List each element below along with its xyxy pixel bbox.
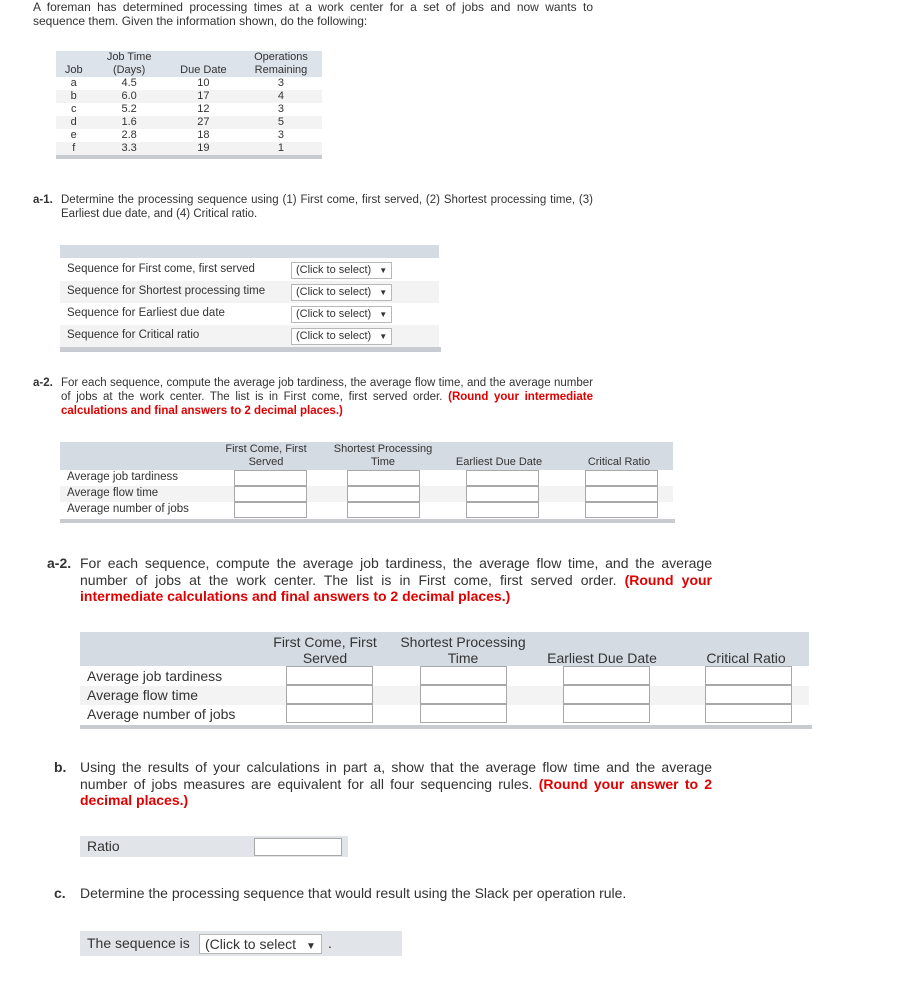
ratio-label: Ratio <box>87 838 120 854</box>
question-a2-large <box>47 555 712 607</box>
rounding-instruction: (Round your intermediate calculations and final answers to 2 decimal places.) <box>61 391 593 417</box>
col-spt-large: Shortest Processing Time <box>400 634 526 666</box>
sequence-select[interactable]: (Click to select ▼ <box>199 934 322 954</box>
a2-large-footer <box>80 725 812 729</box>
table-footer-bar <box>56 155 322 159</box>
row-avg-tardiness: Average job tardiness <box>67 471 179 483</box>
input-fcfs-flow-large[interactable] <box>286 685 373 704</box>
row-avg-flow-time: Average flow time <box>67 487 159 499</box>
a1-panel-footer <box>60 347 441 352</box>
a1-select-fcfs[interactable]: (Click to select) ▼ <box>291 262 392 279</box>
a1-label-fcfs: Sequence for First come, first served <box>67 263 255 275</box>
input-spt-jobs[interactable] <box>347 502 420 518</box>
chevron-down-icon: ▼ <box>379 310 388 319</box>
header-job-time: Job Time (Days) <box>91 51 166 77</box>
a1-select-edd[interactable]: (Click to select) ▼ <box>291 306 392 323</box>
table-header-row <box>56 51 322 77</box>
table-row: f 3.3 19 1 <box>56 142 322 155</box>
col-fcfs-large: First Come, First Served <box>273 634 377 666</box>
input-cr-jobs[interactable] <box>585 502 658 518</box>
chevron-down-icon: ▼ <box>379 332 388 341</box>
table-row: e 2.8 18 3 <box>70 129 285 141</box>
question-a1-number: a-1. <box>33 194 53 206</box>
input-fcfs-jobs-large[interactable] <box>286 704 373 723</box>
input-edd-jobs-large[interactable] <box>563 704 650 723</box>
col-edd: Earliest Due Date <box>455 456 543 468</box>
chevron-down-icon: ▼ <box>379 288 388 297</box>
input-edd-flow-large[interactable] <box>563 685 650 704</box>
a1-label-edd: Sequence for Earliest due date <box>67 307 225 319</box>
input-cr-tardiness[interactable] <box>585 470 658 486</box>
input-edd-flow[interactable] <box>466 486 539 502</box>
header-due-date: Due Date <box>167 51 240 77</box>
sequence-label: The sequence is <box>87 935 190 951</box>
row-avg-flow-time-large: Average flow time <box>87 687 199 703</box>
input-fcfs-jobs[interactable] <box>234 502 307 518</box>
input-cr-flow-large[interactable] <box>705 685 792 704</box>
table-row: c 5.2 12 3 <box>70 103 285 115</box>
question-a2-number-large: a-2. <box>47 555 72 571</box>
col-edd-large: Earliest Due Date <box>547 650 657 666</box>
header-operations: Operations Remaining <box>240 51 322 77</box>
chevron-down-icon: ▼ <box>379 266 388 275</box>
table-row: a 4.5 10 3 <box>70 77 285 89</box>
col-cr-large: Critical Ratio <box>706 650 786 666</box>
a1-label-cr: Sequence for Critical ratio <box>67 329 200 341</box>
row-avg-tardiness-large: Average job tardiness <box>87 668 223 684</box>
input-cr-flow[interactable] <box>585 486 658 502</box>
input-spt-flow[interactable] <box>347 486 420 502</box>
a1-select-cr[interactable]: (Click to select) ▼ <box>291 328 392 345</box>
header-job: Job <box>56 51 91 77</box>
question-c <box>54 885 712 903</box>
a1-select-spt[interactable]: (Click to select) ▼ <box>291 284 392 301</box>
row-avg-jobs-large: Average number of jobs <box>87 706 236 722</box>
input-fcfs-flow[interactable] <box>234 486 307 502</box>
question-c-number: c. <box>54 885 66 901</box>
input-edd-tardiness[interactable] <box>466 470 539 486</box>
question-b-text: Using the results of your calculations in part a, show that the average flow time and the average number of jobs measures are equivalent for all four sequencing rules. <box>80 759 712 792</box>
input-cr-tardiness-large[interactable] <box>705 666 792 685</box>
question-c-text: Determine the processing sequence that would result using the Slack per operation rule. <box>80 885 627 901</box>
rounding-instruction-large: (Round your intermediate calculations and final answers to 2 decimal places.) <box>80 571 713 604</box>
question-b-number: b. <box>54 759 67 775</box>
col-cr: Critical Ratio <box>587 456 651 468</box>
rounding-instruction-b: (Round your answer to 2 decimal places.) <box>80 775 713 808</box>
col-fcfs: First Come, First Served <box>225 443 307 468</box>
input-spt-jobs-large[interactable] <box>420 704 507 723</box>
question-a1-text: Determine the processing sequence using (1) First come, first served, (2) Shortest processing time, (3) Earliest due date, and (4) Critical ratio. <box>61 194 593 220</box>
input-spt-flow-large[interactable] <box>420 685 507 704</box>
a1-panel-header <box>60 245 439 258</box>
question-b <box>54 759 712 811</box>
input-spt-tardiness[interactable] <box>347 470 420 486</box>
table-row: b 6.0 17 4 <box>56 90 322 103</box>
row-avg-jobs: Average number of jobs <box>67 503 189 515</box>
input-cr-jobs-large[interactable] <box>705 704 792 723</box>
col-spt: Shortest Processing Time <box>333 443 433 468</box>
question-a2-text: For each sequence, compute the average job tardiness, the average flow time, and the average number of jobs at the work center. The list is in First come, first served order. <box>61 377 593 403</box>
input-spt-tardiness-large[interactable] <box>420 666 507 685</box>
input-fcfs-tardiness-large[interactable] <box>286 666 373 685</box>
question-a2-text-large: For each sequence, compute the average job tardiness, the average flow time, and the average number of jobs at the work center. The list is in First come, first served order. <box>80 555 712 588</box>
sequence-trailing-period: . <box>328 935 332 951</box>
input-edd-tardiness-large[interactable] <box>563 666 650 685</box>
chevron-down-icon: ▼ <box>306 941 316 952</box>
a2-small-footer <box>60 519 675 523</box>
job-data-table <box>56 51 322 159</box>
question-a1 <box>33 193 593 223</box>
question-a2-small <box>33 376 593 420</box>
ratio-input[interactable] <box>254 838 342 856</box>
table-row: d 1.6 27 5 <box>56 116 322 129</box>
input-edd-jobs[interactable] <box>466 502 539 518</box>
a1-label-spt: Sequence for Shortest processing time <box>67 285 266 297</box>
intro-text: A foreman has determined processing times at a work center for a set of jobs and now wants to sequence them. Given the information shown, do the following: <box>33 0 593 28</box>
question-a2-number: a-2. <box>33 377 53 389</box>
input-fcfs-tardiness[interactable] <box>234 470 307 486</box>
